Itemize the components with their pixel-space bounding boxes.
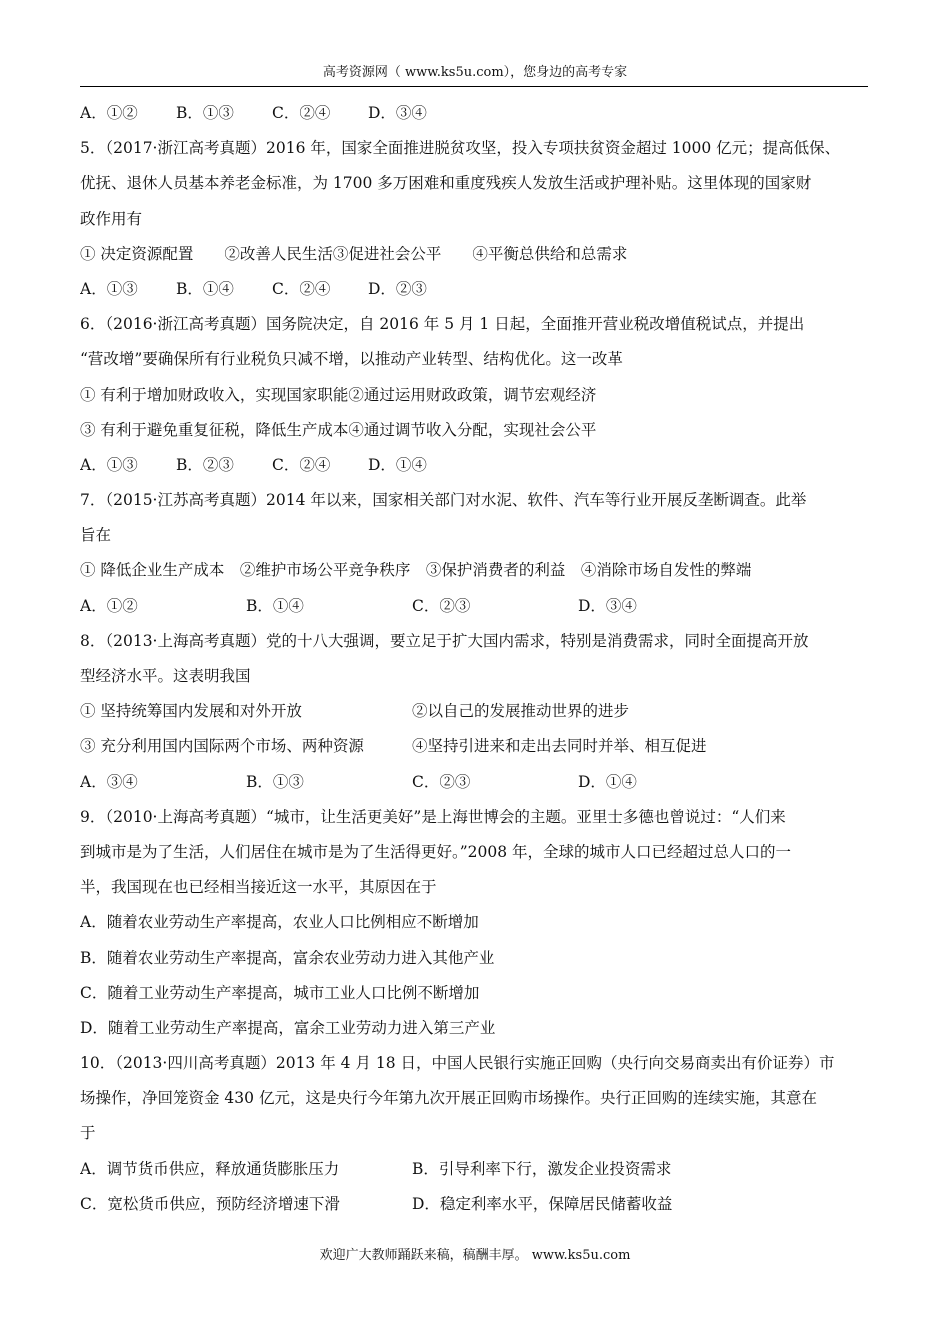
q6-options (80, 448, 870, 483)
q6-option-d: D．①④ (368, 455, 427, 474)
q7-option-d: D．③④ (578, 596, 637, 615)
q9-option-d: D．随着工业劳动生产率提高，富余工业劳动力进入第三产业 (80, 1018, 496, 1037)
q7-stem-line: 旨在 (80, 526, 112, 545)
q7-option-b: B．①④ (246, 596, 304, 615)
q4-option-b: B．①③ (176, 104, 234, 122)
q4-option-c: C．②④ (272, 104, 331, 122)
q5-statements: ① 决定资源配置 ②改善人民生活③促进社会公平 ④平衡总供给和总需求 (80, 244, 628, 263)
q10-option-c: C．宽松货币供应，预防经济增速下滑 (80, 1194, 340, 1213)
q8-statement: ① 坚持统筹国内发展和对外开放 (80, 702, 302, 721)
q9-stem-line: 到城市是为了生活，人们居住在城市是为了生活得更好。”2008 年，全球的城市人口已经超过总人口的一 (80, 842, 792, 861)
q5-option-c: C．②④ (272, 279, 331, 298)
q10-option-a: A．调节货币供应，释放通货膨胀压力 (80, 1159, 340, 1178)
q5-stem-line: 5．（2017·浙江高考真题）2016 年，国家全面推进脱贫攻坚，投入专项扶贫资金超过 1000 亿元；提高低保、 (80, 139, 841, 158)
q7-statements: ① 降低企业生产成本 ②维护市场公平竞争秩序 ③保护消费者的利益 ④消除市场自发性的弊端 (80, 561, 752, 580)
q8-statement-row (80, 729, 870, 764)
q8-option-d: D．①④ (578, 772, 637, 791)
q8-option-b: B．①③ (246, 772, 304, 791)
q5-stem-line: 优抚、退休人员基本养老金标准，为 1700 多万困难和重度残疾人发放生活或护理补贴。这里体现的国家财 (80, 174, 812, 193)
q4-options (80, 96, 870, 131)
q9-option-b: B．随着农业劳动生产率提高，富余农业劳动力进入其他产业 (80, 948, 495, 967)
q5-option-d: D．②③ (368, 279, 427, 298)
q8-statement: ②以自己的发展推动世界的进步 (412, 702, 630, 721)
q9-option-c: C．随着工业劳动生产率提高，城市工业人口比例不断增加 (80, 983, 480, 1002)
q8-option-a: A．③④ (80, 772, 138, 791)
q6-stem-line: “营改增”要确保所有行业税负只减不增，以推动产业转型、结构优化。这一改革 (80, 350, 623, 369)
q5-option-b: B．①④ (176, 279, 234, 298)
q9-stem-line: 半，我国现在也已经相当接近这一水平，其原因在于 (80, 878, 437, 897)
q7-options (80, 589, 870, 624)
page-header: 高考资源网（ www.ks5u.com），您身边的高考专家 (322, 65, 628, 80)
q8-options (80, 765, 870, 800)
q5-options (80, 272, 870, 307)
q4-option-d: D．③④ (368, 104, 427, 122)
q5-stem-line: 政作用有 (80, 209, 143, 228)
q4-option-a: A．①② (80, 104, 138, 122)
q7-option-c: C．②③ (412, 596, 471, 615)
q7-stem-line: 7．（2015·江苏高考真题）2014 年以来，国家相关部门对水泥、软件、汽车等行业开展反垄断调查。此举 (80, 491, 807, 510)
q9-option-a: A．随着农业劳动生产率提高，农业人口比例相应不断增加 (80, 913, 479, 932)
q6-statement: ① 有利于增加财政收入，实现国家职能②通过运用财政政策，调节宏观经济 (80, 385, 597, 404)
q6-option-c: C．②④ (272, 455, 331, 474)
q10-options-row (80, 1187, 870, 1222)
q10-stem-line: 10．（2013·四川高考真题）2013 年 4 月 18 日，中国人民银行实施正回购（央行向交易商卖出有价证券）市 (80, 1054, 835, 1073)
q6-option-b: B．②③ (176, 455, 234, 474)
page-footer: 欢迎广大教师踊跃来稿，稿酬丰厚。 www.ks5u.com (319, 1248, 631, 1263)
q8-statement: ④坚持引进来和走出去同时并举、相互促进 (412, 737, 707, 756)
q9-stem-line: 9．（2010·上海高考真题）“城市，让生活更美好”是上海世博会的主题。亚里士多德也曾说过：“人们来 (80, 807, 786, 826)
q8-option-c: C．②③ (412, 772, 471, 791)
header-divider (80, 86, 868, 87)
q8-statement-row (80, 694, 870, 729)
q6-option-a: A．①③ (80, 455, 138, 474)
q10-option-b: B．引导利率下行，激发企业投资需求 (412, 1159, 672, 1178)
q8-statement: ③ 充分利用国内国际两个市场、两种资源 (80, 737, 364, 756)
question-content (80, 96, 870, 1222)
q10-stem-line: 于 (80, 1124, 96, 1143)
q8-stem-line: 8．（2013·上海高考真题）党的十八大强调，要立足于扩大国内需求，特别是消费需求，同时全面提高开放 (80, 631, 809, 650)
q10-option-d: D．稳定利率水平，保障居民储蓄收益 (412, 1194, 673, 1213)
q7-option-a: A．①② (80, 596, 138, 615)
q8-stem-line: 型经济水平。这表明我国 (80, 667, 251, 685)
q6-statement: ③ 有利于避免重复征税，降低生产成本④通过调节收入分配，实现社会公平 (80, 420, 597, 439)
q6-stem-line: 6．（2016·浙江高考真题）国务院决定，自 2016 年 5 月 1 日起，全面推开营业税改增值税试点，并提出 (80, 315, 805, 334)
q10-stem-line: 场操作，净回笼资金 430 亿元，这是央行今年第九次开展正回购市场操作。央行正回购的连续实施，其意在 (80, 1089, 817, 1108)
q5-option-a: A．①③ (80, 279, 138, 298)
q10-options-row (80, 1152, 870, 1187)
